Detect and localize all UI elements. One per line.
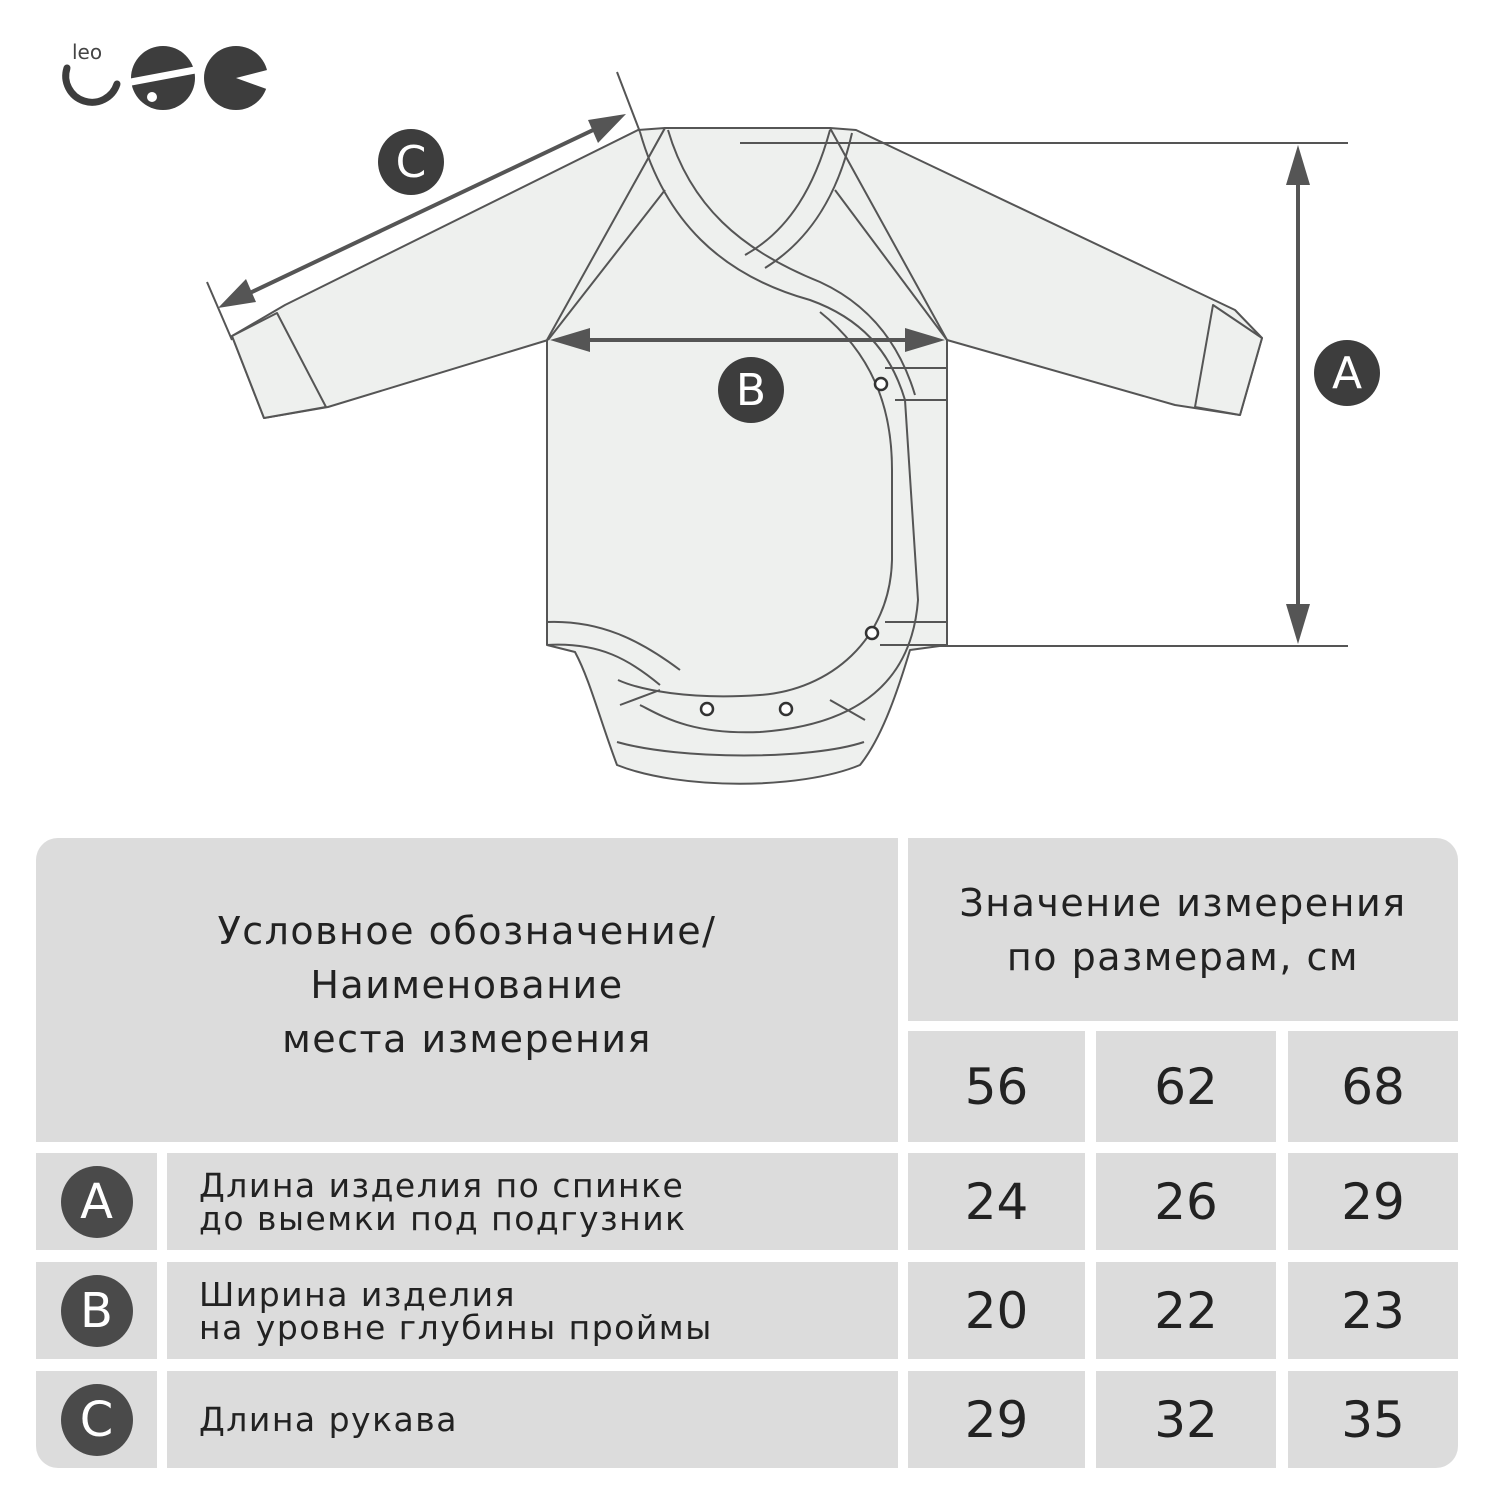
row-c-key xyxy=(36,1371,157,1468)
row-a-label-line-2: до выемки под подгузник xyxy=(199,1198,687,1238)
badge-c: C xyxy=(378,129,444,195)
header-left-line-3: места измерения xyxy=(282,1017,652,1061)
badge-a: A xyxy=(1314,340,1380,406)
header-left-line-2: Наименование xyxy=(310,963,624,1007)
size-68: 68 xyxy=(1288,1031,1458,1142)
row-c-label-line-1: Длина рукава xyxy=(199,1400,458,1439)
row-c-badge: C xyxy=(61,1384,133,1456)
row-a-label xyxy=(167,1153,898,1250)
logo-text: leo xyxy=(72,40,103,64)
row-c-value-68: 35 xyxy=(1288,1371,1458,1468)
row-b-badge: B xyxy=(61,1275,133,1347)
table-header-left xyxy=(36,838,898,1142)
table-header-right xyxy=(908,838,1458,1021)
row-a-label-line-1: Длина изделия по спинке xyxy=(199,1165,685,1205)
row-b-label-line-2: на уровне глубины проймы xyxy=(199,1307,713,1347)
badge-b: B xyxy=(718,357,784,423)
row-b-key xyxy=(36,1262,157,1359)
header-right-line-1: Значение измерения xyxy=(959,880,1407,925)
header-left-line-1: Условное обозначение/ xyxy=(217,909,717,953)
row-a-value-62: 26 xyxy=(1096,1153,1276,1250)
row-b-value-68: 23 xyxy=(1288,1262,1458,1359)
size-56: 56 xyxy=(908,1031,1085,1142)
row-c-label xyxy=(167,1371,898,1468)
size-62: 62 xyxy=(1096,1031,1276,1142)
header-right-line-2: по размерам, см xyxy=(1006,934,1360,979)
row-c-value-56: 29 xyxy=(908,1371,1085,1468)
row-b-label xyxy=(167,1262,898,1359)
row-c-value-62: 32 xyxy=(1096,1371,1276,1468)
row-a-badge: A xyxy=(61,1166,133,1238)
row-b-value-62: 22 xyxy=(1096,1262,1276,1359)
row-b-value-56: 20 xyxy=(908,1262,1085,1359)
row-a-key xyxy=(36,1153,157,1250)
row-b-label-line-1: Ширина изделия xyxy=(199,1274,516,1314)
row-a-value-68: 29 xyxy=(1288,1153,1458,1250)
row-a-value-56: 24 xyxy=(908,1153,1085,1250)
